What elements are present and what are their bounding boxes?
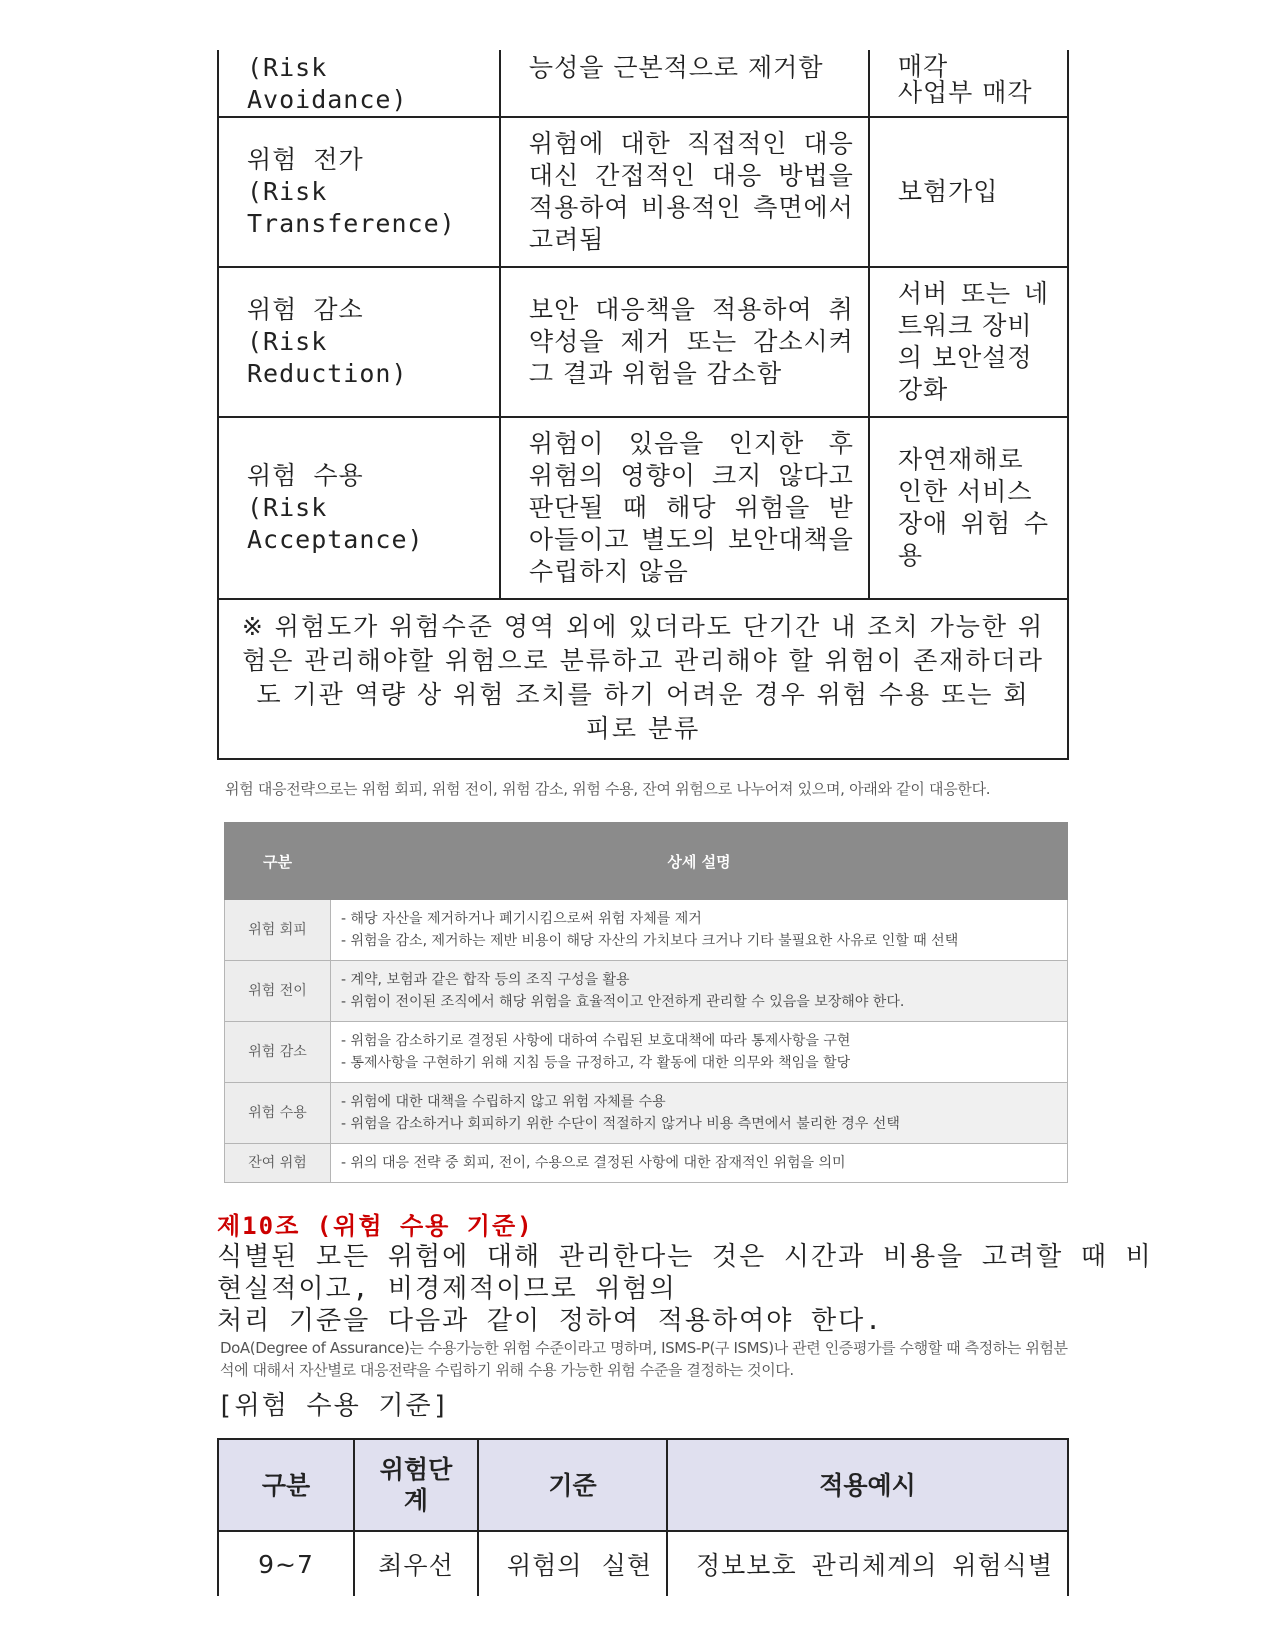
strategy-name-en: (Risk Transference) <box>247 177 456 238</box>
strategy-caption: 위험 대응전략으로는 위험 회피, 위험 전이, 위험 감소, 위험 수용, 잔여 위험으로 나누어져 있으며, 아래와 같이 대응한다. <box>225 780 991 798</box>
detail-line: - 통제사항을 구현하기 위해 지침 등을 규정하고, 각 활동에 대한 의무와 책임을 할당 <box>341 1055 851 1071</box>
doa-caption: DoA(Degree of Assurance)는 수용가능한 위험 수준이라고 명하며, ISMS-P(구 ISMS)나 관련 인증평가를 수행할 때 측정하는 위험분석에 대해서 자산별로 대응전략을 수립하기 위해 수용 가능한 위험 수준을 결정하는 것이다. <box>220 1339 1068 1379</box>
strategy-note <box>218 599 1068 759</box>
strategy-name-cell <box>218 267 500 417</box>
note-line: 도 기관 역량 상 위험 조치를 하기 어려운 경우 위험 수용 또는 회 <box>256 680 1030 709</box>
desc-line: 고려됨 <box>528 225 605 254</box>
detail-key: 위험 회피 <box>225 900 331 961</box>
table-row <box>218 1531 1068 1596</box>
article-title: 제10조 (위험 수용 기준) <box>217 1212 534 1240</box>
article-line: 현실적이고, 비경제적이므로 위험의 <box>217 1274 677 1304</box>
desc-line: 그 결과 위험을 감소함 <box>528 359 783 388</box>
article-line: 식별된 모든 위험에 대해 관리한다는 것은 시간과 비용을 고려할 때 비 <box>217 1242 1153 1272</box>
cell-example: 정보보호 관리체계의 위험식별 <box>667 1531 1068 1596</box>
cell-range: 9~7 <box>218 1531 354 1596</box>
detail-line: - 위험이 전이된 조직에서 해당 위험을 효율적이고 안전하게 관리할 수 있음을 보장해야 한다. <box>341 994 905 1010</box>
table-row <box>218 117 1068 267</box>
desc-line: 위험의 영향이 크지 않다고 <box>528 461 854 490</box>
strategy-desc-cell <box>500 117 869 267</box>
example-line: 사업부 매각 <box>897 78 1033 107</box>
table-row <box>225 900 1068 961</box>
strategy-example-cell <box>869 117 1068 267</box>
detail-key: 위험 수용 <box>225 1083 331 1144</box>
desc-line: 위험에 대한 직접적인 대응 <box>528 129 854 158</box>
detail-value <box>331 1022 1068 1083</box>
table-row <box>218 417 1068 599</box>
strategy-name-cell <box>218 50 500 117</box>
table-row <box>218 267 1068 417</box>
table-row <box>225 1022 1068 1083</box>
strategy-name: 위험 수용 <box>247 461 364 490</box>
header-detail: 상세 설명 <box>331 823 1068 900</box>
article-line: 처리 기준을 다음과 같이 정하여 적용하여야 한다. <box>217 1306 883 1336</box>
detail-value <box>331 1144 1068 1183</box>
strategy-desc-cell <box>500 50 869 117</box>
table-row <box>225 1083 1068 1144</box>
strategy-name-en: (Risk Acceptance) <box>247 493 424 554</box>
example-line: 보험가입 <box>897 177 999 206</box>
example-line: 장애 위험 수 <box>897 509 1049 538</box>
desc-line: 보안 대응책을 적용하여 취 <box>528 295 854 324</box>
header-category: 구분 <box>225 823 331 900</box>
detail-line: - 위험을 감소하거나 회피하기 위한 수단이 적절하지 않거나 비용 측면에서 불리한 경우 선택 <box>341 1116 900 1132</box>
detail-line: - 위험을 감소하기로 결정된 사항에 대하여 수립된 보호대책에 따라 통제사항을 구현 <box>341 1033 851 1049</box>
table-header-row <box>218 1439 1068 1531</box>
detail-key: 잔여 위험 <box>225 1144 331 1183</box>
strategy-example-cell <box>869 50 1068 117</box>
detail-line: - 위의 대응 전략 중 회피, 전이, 수용으로 결정된 사항에 대한 잠재적인 위험을 의미 <box>341 1155 846 1171</box>
strategy-desc-cell <box>500 417 869 599</box>
header-risk-level-text: 위험단계 <box>379 1455 453 1515</box>
strategy-name-cell <box>218 117 500 267</box>
detail-line: - 위험에 대한 대책을 수립하지 않고 위험 자체를 수용 <box>341 1094 666 1110</box>
detail-line: - 계약, 보험과 같은 합작 등의 조직 구성을 활용 <box>341 972 630 988</box>
detail-line: - 해당 자산을 제거하거나 폐기시킴으로써 위험 자체를 제거 <box>341 911 702 927</box>
example-line: 인한 서비스 <box>897 477 1033 506</box>
cell-level: 최우선 <box>354 1531 478 1596</box>
detail-key: 위험 전이 <box>225 961 331 1022</box>
header-risk-level <box>354 1439 478 1531</box>
desc-line: 아들이고 별도의 보안대책을 <box>528 525 854 554</box>
example-line: 서버 또는 네 <box>897 279 1049 308</box>
note-line: 피로 분류 <box>585 714 701 743</box>
detail-line: - 위험을 감소, 제거하는 제반 비용이 해당 자산의 가치보다 크거나 기타 불필요한 사유로 인할 때 선택 <box>341 933 959 949</box>
strategy-name-cell <box>218 417 500 599</box>
desc-line: 판단될 때 해당 위험을 받 <box>528 493 854 522</box>
strategy-name: 위험 전가 <box>247 145 364 174</box>
example-line: 트워크 장비 <box>897 311 1033 340</box>
risk-strategy-table <box>217 50 1069 760</box>
strategy-example-cell <box>869 267 1068 417</box>
strategy-name: 위험 감소 <box>247 295 364 324</box>
table-header-row <box>225 823 1068 900</box>
header-category: 구분 <box>218 1439 354 1531</box>
table-row <box>225 1144 1068 1183</box>
acceptance-table-label: [위험 수용 기준] <box>217 1391 451 1421</box>
note-line: ※ 위험도가 위험수준 영역 외에 있더라도 단기간 내 조치 가능한 위 <box>241 612 1045 641</box>
strategy-example-cell <box>869 417 1068 599</box>
strategy-name-en: (Risk Reduction) <box>247 327 408 388</box>
detail-value <box>331 900 1068 961</box>
example-line: 매각 <box>897 52 949 81</box>
header-example: 적용예시 <box>667 1439 1068 1531</box>
strategy-desc-cell <box>500 267 869 417</box>
example-line: 의 보안설정 <box>897 343 1033 372</box>
table-row <box>225 961 1068 1022</box>
example-line: 강화 <box>897 375 949 404</box>
desc-line: 대신 간접적인 대응 방법을 <box>528 161 854 190</box>
table-row <box>218 599 1068 759</box>
table-row <box>218 50 1068 117</box>
example-line: 용 <box>897 541 923 570</box>
strategy-detail-table <box>224 822 1068 1183</box>
detail-value <box>331 961 1068 1022</box>
strategy-name-en: (Risk Avoidance) <box>247 53 408 114</box>
detail-key: 위험 감소 <box>225 1022 331 1083</box>
risk-acceptance-table <box>217 1438 1069 1596</box>
cell-criteria: 위험의 실현 <box>478 1531 667 1596</box>
desc-line: 능성을 근본적으로 제거함 <box>528 53 824 82</box>
desc-line: 적용하여 비용적인 측면에서 <box>528 193 854 222</box>
note-line: 험은 관리해야할 위험으로 분류하고 관리해야 할 위험이 존재하더라 <box>242 646 1044 675</box>
example-line: 자연재해로 <box>897 445 1024 474</box>
desc-line: 수립하지 않음 <box>528 557 689 586</box>
detail-value <box>331 1083 1068 1144</box>
desc-line: 위험이 있음을 인지한 후 <box>528 429 854 458</box>
desc-line: 약성을 제거 또는 감소시켜 <box>528 327 854 356</box>
header-criteria: 기준 <box>478 1439 667 1531</box>
